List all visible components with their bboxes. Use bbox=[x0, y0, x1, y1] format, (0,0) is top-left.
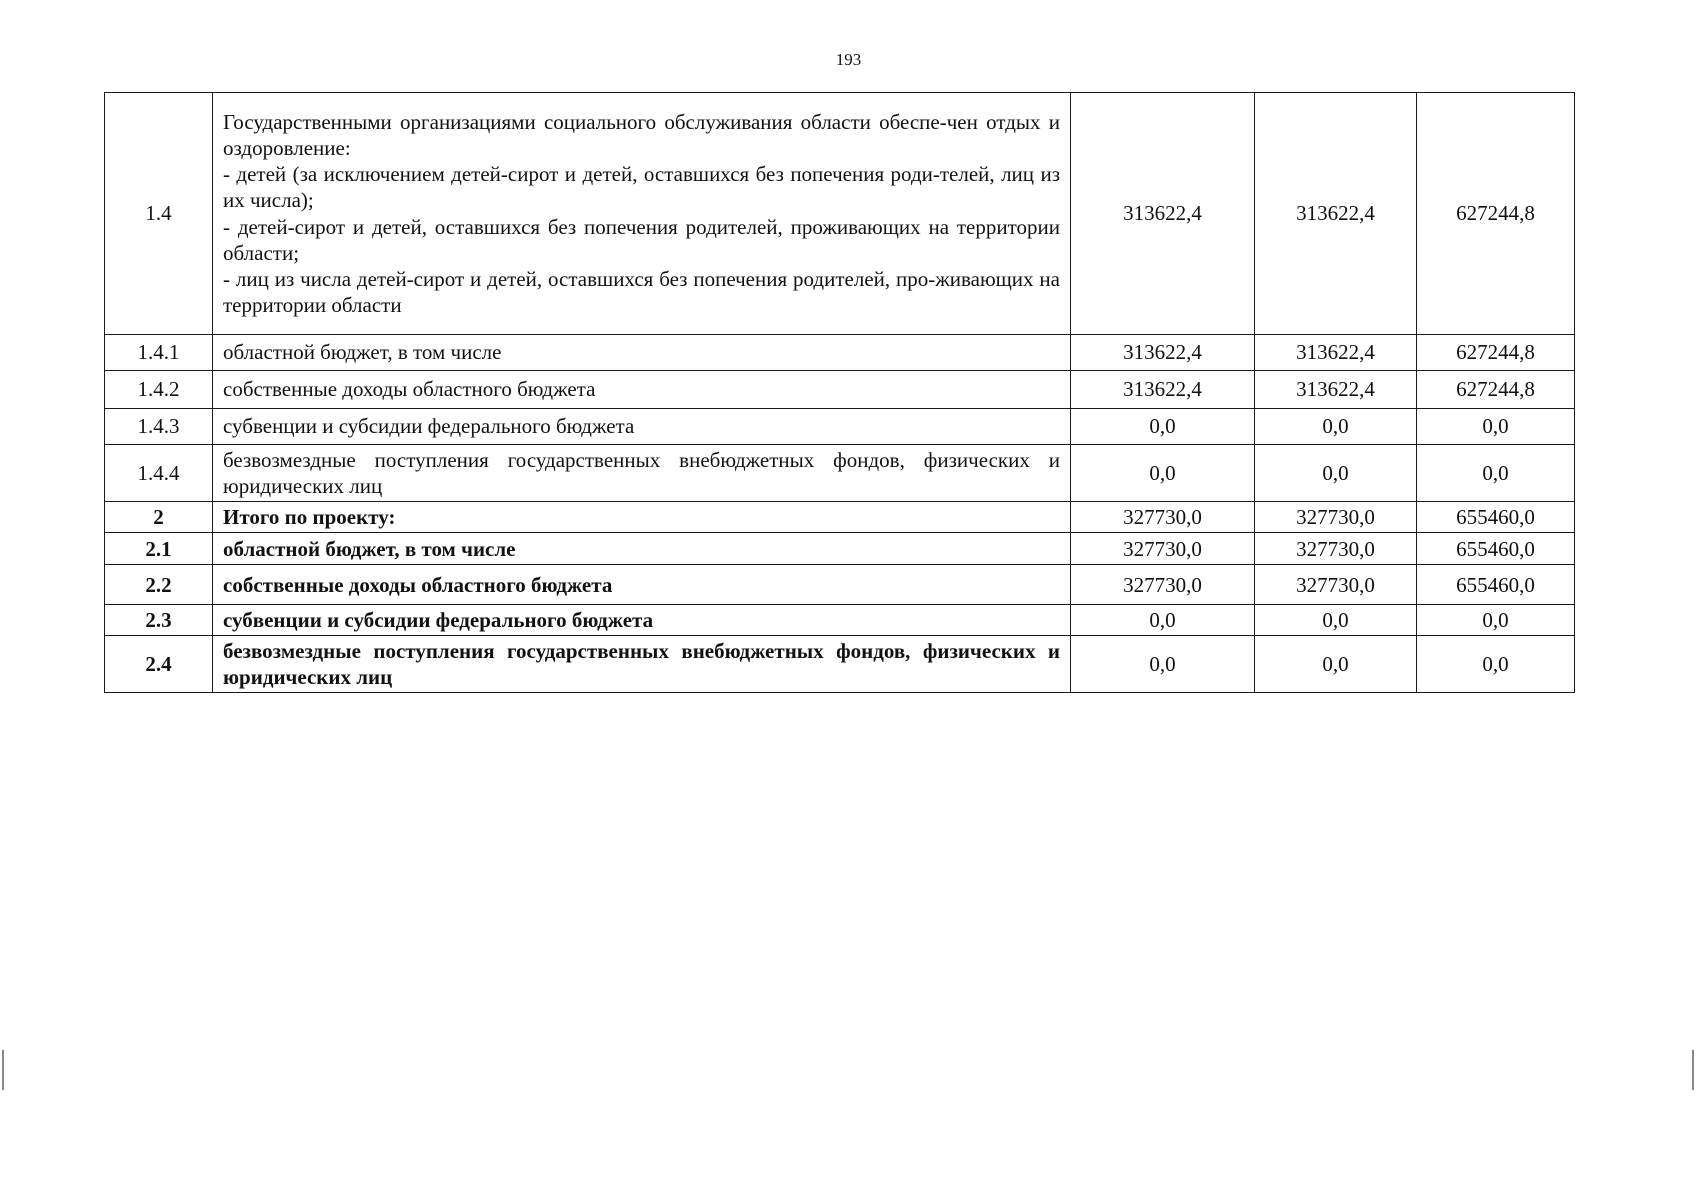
row-number: 2 bbox=[105, 502, 213, 533]
table-row-2-2 bbox=[105, 565, 1575, 605]
row-number: 2.2 bbox=[105, 565, 213, 605]
row-description: собственные доходы областного бюджета bbox=[213, 565, 1071, 605]
row-description: субвенции и субсидии федерального бюджета bbox=[213, 409, 1071, 445]
row-description: безвозмездные поступления государственных внебюджетных фондов, физических и юридических лиц bbox=[213, 636, 1071, 693]
table-row-1-4-4 bbox=[105, 445, 1575, 502]
value-cell: 327730,0 bbox=[1255, 565, 1417, 605]
budget-table bbox=[104, 92, 1575, 693]
value-cell: 313622,4 bbox=[1071, 371, 1255, 409]
table-row-2-1 bbox=[105, 533, 1575, 565]
value-cell: 627244,8 bbox=[1417, 371, 1575, 409]
row-description: безвозмездные поступления государственных внебюджетных фондов, физических и юридических лиц bbox=[213, 445, 1071, 502]
value-cell: 0,0 bbox=[1071, 636, 1255, 693]
table-row-2-3 bbox=[105, 605, 1575, 636]
value-cell: 0,0 bbox=[1071, 409, 1255, 445]
value-cell: 0,0 bbox=[1255, 445, 1417, 502]
row-description: областной бюджет, в том числе bbox=[213, 533, 1071, 565]
value-cell: 313622,4 bbox=[1071, 335, 1255, 371]
table-row-1-4-2 bbox=[105, 371, 1575, 409]
table-row-2-4 bbox=[105, 636, 1575, 693]
value-cell: 327730,0 bbox=[1071, 565, 1255, 605]
row-number: 1.4.4 bbox=[105, 445, 213, 502]
value-cell: 0,0 bbox=[1417, 605, 1575, 636]
value-cell: 313622,4 bbox=[1255, 93, 1417, 335]
value-cell: 0,0 bbox=[1071, 445, 1255, 502]
value-cell: 0,0 bbox=[1255, 636, 1417, 693]
value-cell: 0,0 bbox=[1255, 605, 1417, 636]
value-cell: 327730,0 bbox=[1071, 533, 1255, 565]
row-number: 1.4 bbox=[105, 93, 213, 335]
value-cell: 313622,4 bbox=[1071, 93, 1255, 335]
row-description: собственные доходы областного бюджета bbox=[213, 371, 1071, 409]
value-cell: 313622,4 bbox=[1255, 335, 1417, 371]
row-description: субвенции и субсидии федерального бюджета bbox=[213, 605, 1071, 636]
table-row-1-4-3 bbox=[105, 409, 1575, 445]
row-number: 1.4.3 bbox=[105, 409, 213, 445]
value-cell: 0,0 bbox=[1417, 409, 1575, 445]
value-cell: 0,0 bbox=[1071, 605, 1255, 636]
value-cell: 0,0 bbox=[1417, 636, 1575, 693]
table-row-1-4 bbox=[105, 93, 1575, 335]
value-cell: 655460,0 bbox=[1417, 565, 1575, 605]
value-cell: 327730,0 bbox=[1255, 533, 1417, 565]
table-row-2 bbox=[105, 502, 1575, 533]
row-description: Итого по проекту: bbox=[213, 502, 1071, 533]
row-description bbox=[213, 93, 1071, 335]
row-number: 2.3 bbox=[105, 605, 213, 636]
table-row-1-4-1 bbox=[105, 335, 1575, 371]
value-cell: 655460,0 bbox=[1417, 502, 1575, 533]
value-cell: 627244,8 bbox=[1417, 335, 1575, 371]
value-cell: 327730,0 bbox=[1255, 502, 1417, 533]
description-line: - лиц из числа детей-сирот и детей, оставшихся без попечения родителей, про-живающих на территории области bbox=[223, 266, 1060, 317]
description-line: - детей-сирот и детей, оставшихся без попечения родителей, проживающих на территории области; bbox=[223, 214, 1060, 265]
scan-edge-mark-right bbox=[1692, 1050, 1694, 1090]
description-line: Государственными организациями социального обслуживания области обеспе-чен отдых и оздоровление: bbox=[223, 110, 1060, 161]
value-cell: 655460,0 bbox=[1417, 533, 1575, 565]
description-line: - детей (за исключением детей-сирот и детей, оставшихся без попечения роди-телей, лиц из их числа); bbox=[223, 162, 1060, 213]
value-cell: 0,0 bbox=[1417, 445, 1575, 502]
value-cell: 0,0 bbox=[1255, 409, 1417, 445]
value-cell: 627244,8 bbox=[1417, 93, 1575, 335]
row-number: 2.4 bbox=[105, 636, 213, 693]
scan-edge-mark-left bbox=[2, 1050, 4, 1090]
value-cell: 327730,0 bbox=[1071, 502, 1255, 533]
value-cell: 313622,4 bbox=[1255, 371, 1417, 409]
row-number: 1.4.2 bbox=[105, 371, 213, 409]
page-number: 193 bbox=[835, 50, 862, 69]
row-description: областной бюджет, в том числе bbox=[213, 335, 1071, 371]
row-number: 1.4.1 bbox=[105, 335, 213, 371]
row-number: 2.1 bbox=[105, 533, 213, 565]
